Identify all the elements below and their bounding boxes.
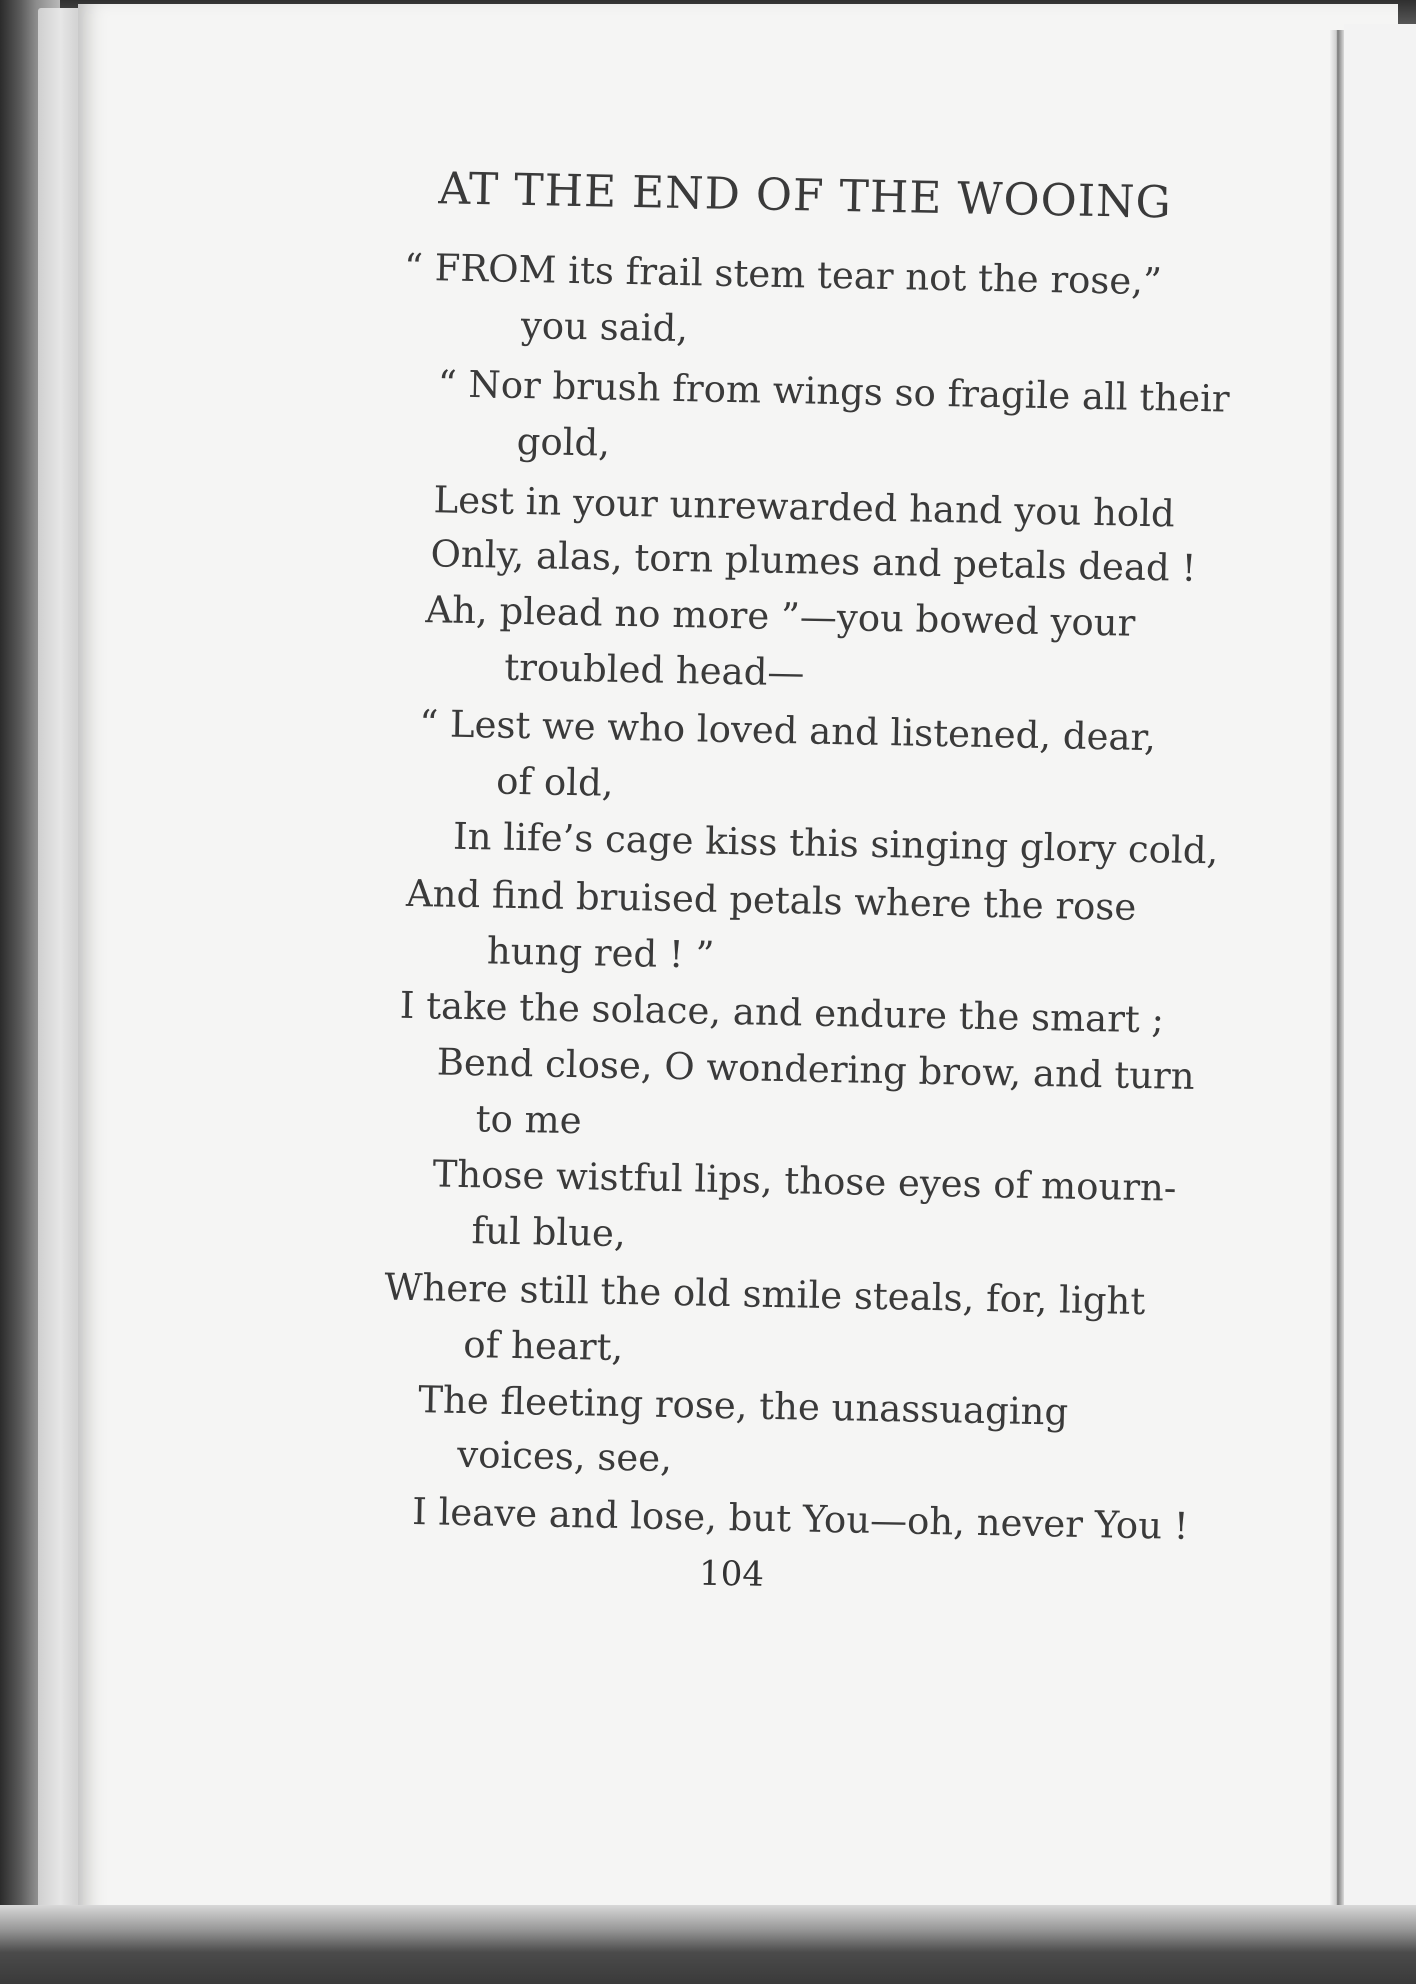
poem-line: of old, — [495, 759, 614, 805]
poem-line: gold, — [516, 419, 611, 465]
poem-line: The fleeting rose, the unassuaging — [417, 1378, 1069, 1434]
poem-line: Lest in your unrewarded hand you hold — [433, 478, 1176, 536]
poem-title: AT THE END OF THE WOOING — [438, 163, 1173, 229]
poem-line: you said, — [520, 303, 689, 351]
poem-line: Bend close, O wondering brow, and turn — [436, 1040, 1195, 1098]
poem-line: Those wistful lips, those eyes of mourn- — [432, 1152, 1177, 1210]
poem-line: Where still the old smile steals, for, light — [384, 1265, 1146, 1324]
poem-line: hung red ! ” — [486, 929, 715, 977]
poem-line: I take the solace, and endure the smart ; — [399, 983, 1165, 1042]
poem-line: to me — [475, 1097, 583, 1143]
poem-line: “ Nor brush from wings so fragile all their — [437, 362, 1231, 421]
poem-line: “ Lest we who loved and listened, dear, — [418, 702, 1157, 760]
poem-line: I leave and lose, but You—oh, never You ! — [411, 1490, 1190, 1548]
poem-line: ful blue, — [471, 1209, 627, 1256]
poem-line: In life’s cage kiss this singing glory cold, — [452, 814, 1219, 873]
poem-line: of heart, — [462, 1323, 624, 1370]
poem-line: “ FROM its frail stem tear not the rose,” — [403, 245, 1163, 304]
poem-line: troubled head— — [504, 645, 805, 695]
poem-line: And find bruised petals where the rose — [405, 871, 1137, 929]
poem-line: Ah, plead no more ”—you bowed your — [425, 588, 1136, 645]
poem-line: Only, alas, torn plumes and petals dead ! — [430, 532, 1197, 590]
page-number: 104 — [698, 1553, 765, 1595]
poem-line: voices, see, — [456, 1432, 673, 1481]
